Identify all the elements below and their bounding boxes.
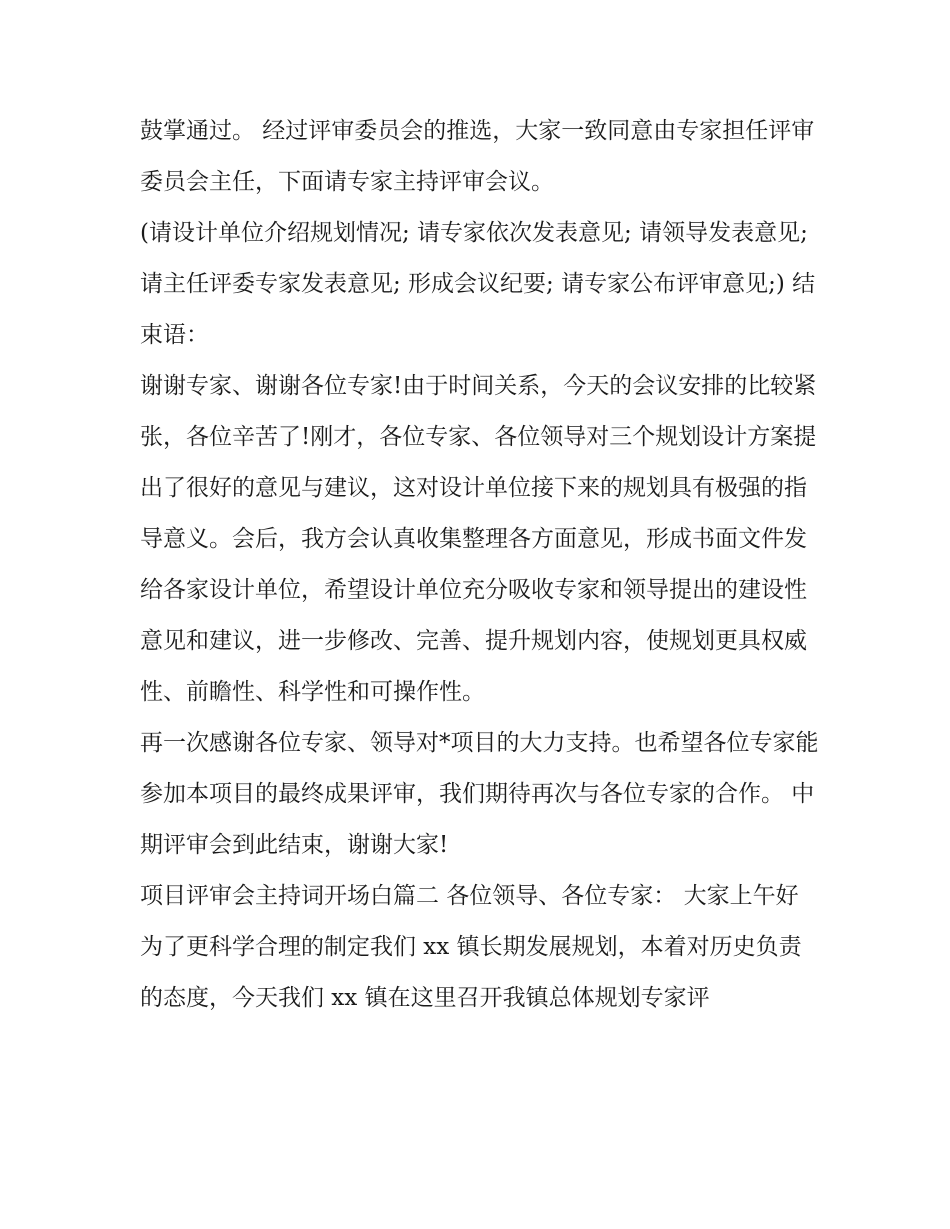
paragraph: 为了更科学合理的制定我们 xx 镇长期发展规划，本着对历史负责的态度，今天我们 xx 镇在这里召开我镇总体规划专家评 [140, 934, 802, 1011]
paragraph: (请设计单位介绍规划情况; 请专家依次发表意见; 请领导发表意见; 请主任评委专家发表意见; 形成会议纪要; 请专家公布评审意见;) 结束语： [140, 220, 816, 348]
paragraph: 谢谢专家、谢谢各位专家!由于时间关系，今天的会议安排的比较紧张，各位辛苦了!刚才，各位专家、各位领导对三个规划设计方案提出了很好的意见与建议，这对设计单位接下来的规划具有极强的指导意义。会后，我方会认真收集整理各方面意见，形成书面文件发给各家设计单位，希望设计单位充分吸收专家和领导提出的建设性意见和建议，进一步修改、完善、提升规划内容，使规划更具权威性、前瞻性、科学性和可操作性。 [140, 373, 817, 705]
paragraph: 再一次感谢各位专家、领导对*项目的大力支持。也希望各位专家能参加本项目的最终成果评审，我们期待再次与各位专家的合作。 中期评审会到此结束，谢谢大家! [140, 730, 819, 858]
paragraph: 鼓掌通过。 经过评审委员会的推选，大家一致同意由专家担任评审委员会主任，下面请专家主持评审会议。 [140, 118, 815, 195]
document-body [140, 106, 820, 1024]
paragraph: 项目评审会主持词开场白篇二 各位领导、各位专家： 大家上午好 [140, 883, 799, 909]
